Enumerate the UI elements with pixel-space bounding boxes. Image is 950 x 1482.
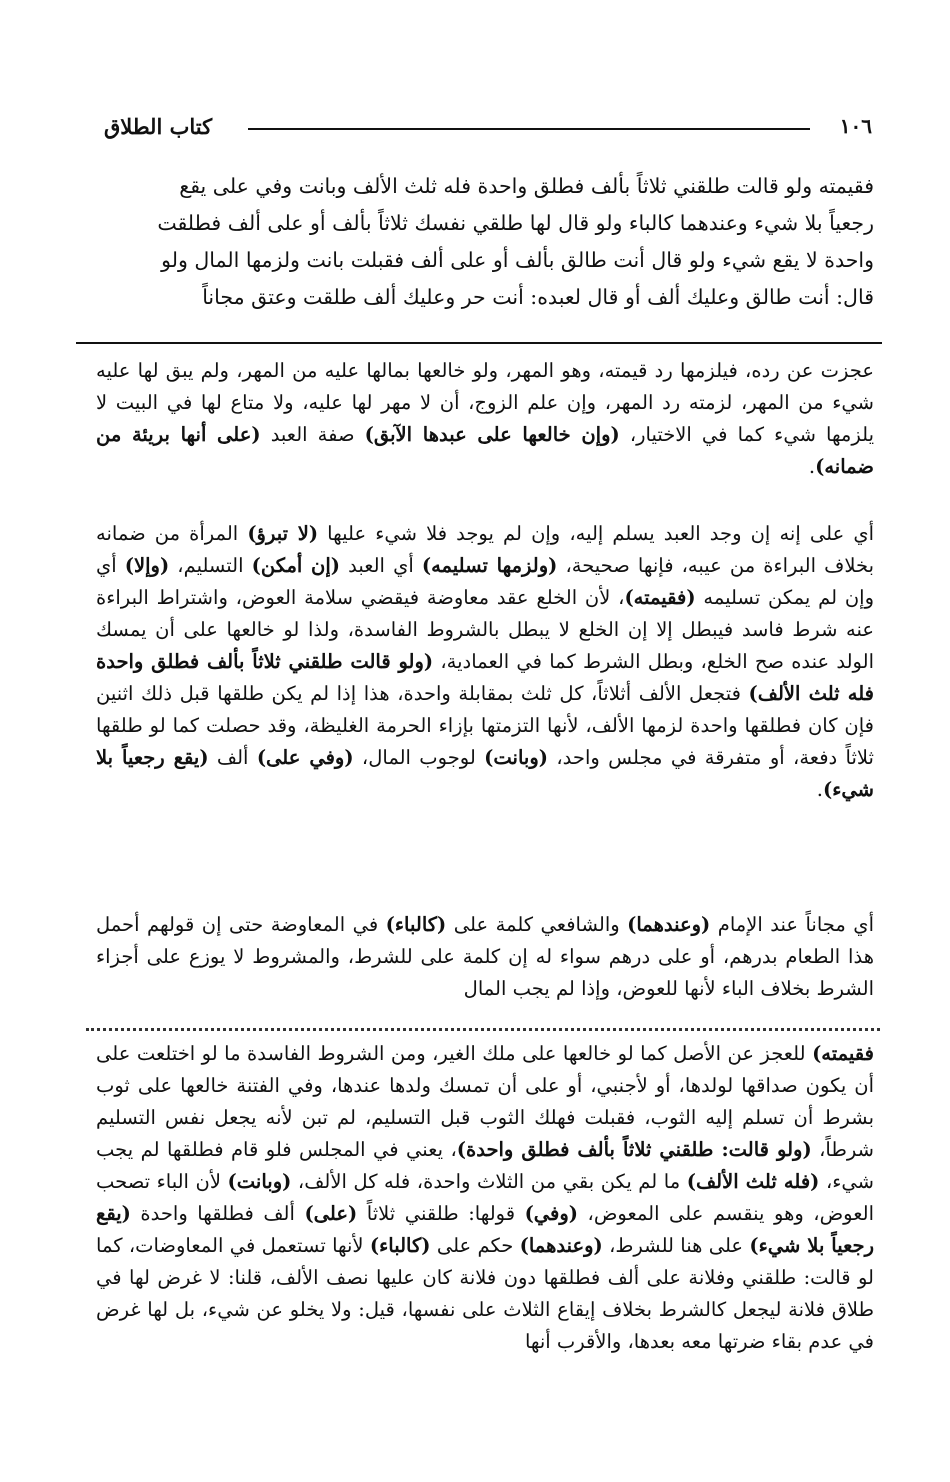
commentary-text: لأنها تستعمل في المعاوضات، كما لو قالت: طلقني وفلانة على ألف فطلقها دون فلانة كان عليها نصف الألف، قلنا: لا غرض لها في طلاق فلانة ليجعل كالشرط بخلاف إيقاع الثلاث على نفسها، قيل: ولا يخلو عن شيء، بل لها غرض في عدم بقاء ضرتها معه بعدها، والأقرب أنها <box>96 1234 874 1353</box>
commentary-text: ، لأن الخلع عقد معاوضة فيقضي سلامة العوض، واشتراط البراءة عنه شرط فاسد فيبطل إلا إن الخلع لا يبطل بالشروط الفاسدة، ولذا لو خالعها على أن يمسك الولد عنده صح الخلع، وبطل الشرط كما في العمادية، <box>96 586 874 673</box>
page-number: ١٠٦ <box>839 114 872 138</box>
bold-quote: (وبانت) <box>484 746 548 769</box>
commentary-paragraph-4 <box>96 1038 874 1358</box>
bold-quote: (فقيمته) <box>624 586 696 609</box>
commentary-text: ، يعني في المجلس فلو قام فطلقها لم يجب شيء، <box>96 1138 874 1193</box>
commentary-paragraph-3 <box>96 909 874 1005</box>
book-title: كتاب الطلاق <box>104 114 213 139</box>
main-text-line: واحدة لا يقع شيء ولو قال أنت طالق بألف أو على ألف فقبلت بانت ولزمها المال ولو <box>161 248 874 272</box>
bold-quote: (ولو قالت: طلقني ثلاثاً بألف فطلق واحدة) <box>456 1138 812 1161</box>
main-text-line: قال: أنت طالق وعليك ألف أو قال لعبده: أنت حر وعليك ألف طلقت وعتق مجاناً <box>202 285 874 309</box>
header-rule <box>248 128 810 130</box>
bold-quote: (يقع رجعياً بلا شيء) <box>96 746 874 801</box>
commentary-text: المرأة من ضمانه بخلاف البراءة من عيبه، فإنها صحيحة، <box>96 522 874 577</box>
commentary-text: للعجز عن الأصل كما لو خالعها على ملك الغير، ومن الشروط الفاسدة ما لو اختلعت على أن يكون صداقها لولدها، أو لأجنبي، أو على أن تمسك ولدها عندها، وفي الفتنة خالعها على ثوب بشرط أن تسلم إليه الثوب، فقبلت فهلك الثوب قبل التسليم، لم تبن لأنه يجعل نفس التسليم شرطاً، <box>96 1042 874 1161</box>
commentary-text: التسليم، <box>169 554 252 577</box>
bold-quote: (كالباء) <box>369 1234 431 1257</box>
main-text-line: فقيمته ولو قالت طلقني ثلاثاً بألف فطلق واحدة فله ثلث الألف وبانت وفي على يقع <box>179 174 874 198</box>
commentary-text: أي على إنه إن وجد العبد يسلم إليه، وإن لم يوجد فلا شيء عليها <box>318 522 874 545</box>
commentary-text: حكم على <box>430 1234 520 1257</box>
commentary-paragraph-1 <box>96 355 874 483</box>
bold-quote: (على أنها بريئة من ضمانه) <box>96 423 874 478</box>
bold-quote: (لا تبرؤ) <box>247 522 319 545</box>
section-separator <box>76 342 882 344</box>
commentary-text: لوجوب المال، <box>353 746 485 769</box>
commentary-text: لأن الباء تصحب العوض، وهو ينقسم على المعوض، <box>96 1170 874 1225</box>
bold-quote: (وعندهما) <box>519 1234 603 1257</box>
commentary-paragraph-2 <box>96 518 874 806</box>
main-text <box>96 168 874 316</box>
bold-quote: (وإن خالعها على عبدها الآبق) <box>364 423 620 446</box>
bold-quote: (وبانت) <box>227 1170 292 1193</box>
commentary-text: ما لم يكن بقي من الثلاث واحدة، فله كل الألف، <box>291 1170 687 1193</box>
commentary-text: عجزت عن رده، فيلزمها رد قيمته، وهو المهر، ولو خالعها بمالها عليه من المهر، ولم يبق لها عليه شيء من المهر، لزمته رد المهر، وإن علم الزوج، أن لا مهر لها عليه، ولا متاع لها في البيت لا يلزمها شيء كما في الاختيار، <box>96 359 875 446</box>
commentary-text: أي وإن لم يمكن تسليمه <box>96 554 874 609</box>
commentary-text: ألف <box>208 746 257 769</box>
commentary-text: أي مجاناً عند الإمام <box>710 913 874 936</box>
commentary-text: والشافعي كلمة على <box>446 913 628 936</box>
page-header <box>96 114 872 142</box>
bold-quote: (ولو قالت طلقني ثلاثاً بألف فطلق واحدة فله ثلث الألف) <box>96 650 875 705</box>
bold-quote: (ولزمها تسليمه) <box>421 554 558 577</box>
commentary-text: على هنا للشرط، <box>602 1234 750 1257</box>
bold-quote: (وإلا) <box>124 554 170 577</box>
bold-quote: (وعندهما) <box>627 913 711 936</box>
commentary-text: صفة العبد <box>260 423 365 446</box>
main-text-line: رجعياً بلا شيء وعندهما كالباء ولو قال لها طلقي نفسك ثلاثاً بألف أو على ألف فطلقت <box>157 211 874 235</box>
commentary-text: فتجعل الألف أثلاثاً، كل ثلث بمقابلة واحدة، هذا إذا لم يكن طلقها قبل ذلك اثنين فإن كان فطلقها واحدة لزمها الألف، لأنها التزمتها بإزاء الحرمة الغليظة، وقد حصلت كما لو طلقها ثلاثاً دفعة، أو متفرقة في مجلس واحد، <box>96 682 874 769</box>
bold-quote: (وفي) <box>524 1202 579 1225</box>
bold-quote: (وفي على) <box>256 746 354 769</box>
commentary-text: قولها: طلقني ثلاثاً <box>357 1202 525 1225</box>
bold-quote: (كالباء) <box>385 913 447 936</box>
commentary-text: . <box>816 778 823 801</box>
commentary-text: أي العبد <box>340 554 422 577</box>
bold-quote: (إن أمكن) <box>251 554 340 577</box>
commentary-text: ألف فطلقها واحدة <box>130 1202 305 1225</box>
commentary-text: . <box>808 455 816 478</box>
bold-quote: (فله ثلث الألف) <box>686 1170 820 1193</box>
dotted-divider <box>86 1028 880 1031</box>
bold-quote: (يقع رجعياً بلا شيء) <box>96 1202 874 1257</box>
bold-quote: فقيمته) <box>812 1042 874 1065</box>
bold-quote: (على) <box>304 1202 358 1225</box>
commentary-text: في المعاوضة حتى إن قولهم أحمل هذا الطعام بدرهم، أو على درهم سواء له إن كلمة على للشرط، والمشروط لا يوزع على أجزاء الشرط بخلاف الباء لأنها للعوض، وإذا لم يجب المال <box>96 913 874 1000</box>
